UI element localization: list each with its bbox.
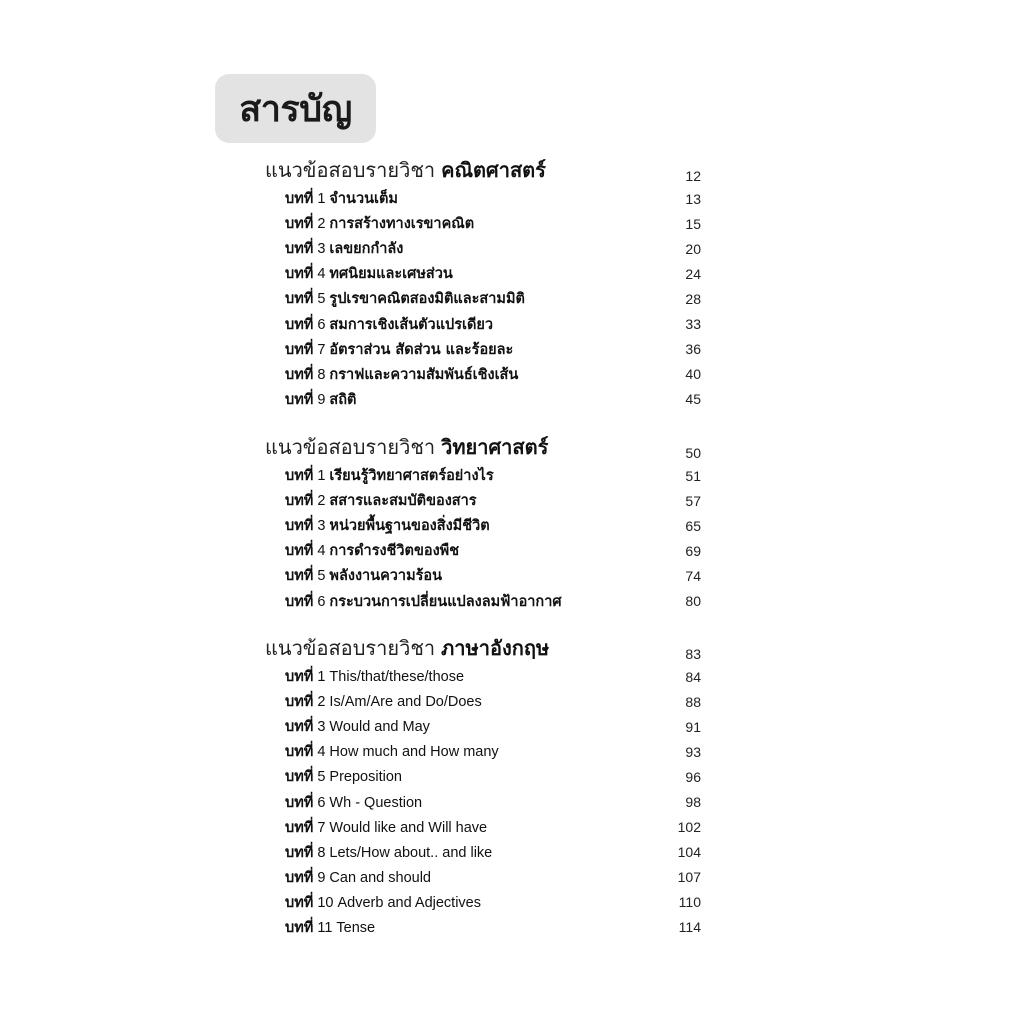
chapter-page-number: 110 — [678, 894, 701, 911]
chapter-name: This/that/these/those — [329, 669, 465, 686]
chapter-title — [285, 765, 402, 788]
chapter-title — [285, 539, 459, 562]
toc-entry — [265, 337, 701, 362]
chapter-label: บทที่ — [285, 391, 314, 408]
chapter-title — [285, 916, 375, 939]
chapter-page-number: 20 — [685, 240, 701, 257]
chapter-title — [285, 690, 482, 713]
toc-entry — [265, 714, 701, 739]
chapter-label: บทที่ — [285, 794, 314, 811]
chapter-page-number: 69 — [685, 542, 701, 559]
section-heading — [265, 435, 701, 463]
chapter-page-number: 104 — [677, 844, 701, 861]
chapter-number: 2 — [317, 493, 330, 510]
toc-entry — [265, 236, 701, 261]
chapter-number: 4 — [317, 543, 330, 560]
chapter-page-number: 80 — [685, 593, 701, 610]
toc-section — [265, 636, 701, 940]
chapter-number: 5 — [317, 291, 330, 308]
chapter-page-number: 114 — [678, 919, 701, 936]
chapter-number: 10 — [317, 894, 338, 911]
chapter-number: 4 — [317, 744, 330, 761]
chapter-name: การสร้างทางเรขาคณิต — [329, 216, 475, 233]
chapter-number: 3 — [317, 241, 330, 258]
chapter-title — [285, 514, 490, 537]
chapter-title — [285, 740, 499, 763]
chapter-name: เลขยกกำลัง — [329, 241, 404, 258]
toc-entry — [265, 865, 701, 890]
chapter-number: 5 — [317, 769, 330, 786]
toc-section — [265, 435, 701, 614]
chapter-label: บทที่ — [285, 719, 314, 736]
toc-entry — [265, 915, 701, 940]
chapter-number: 2 — [317, 694, 330, 711]
toc-entry — [265, 815, 701, 840]
chapter-page-number: 102 — [677, 819, 701, 836]
chapter-name: พลังงานความร้อน — [329, 568, 443, 585]
toc-entry — [265, 890, 701, 915]
chapter-label: บทที่ — [285, 769, 314, 786]
chapter-number: 1 — [317, 191, 330, 208]
chapter-label: บทที่ — [285, 216, 314, 233]
chapter-number: 3 — [317, 719, 330, 736]
section-subject: วิทยาศาสตร์ — [441, 435, 549, 459]
toc-entry — [265, 563, 701, 588]
chapter-label: บทที่ — [285, 543, 314, 560]
chapter-name: ทศนิยมและเศษส่วน — [329, 266, 453, 283]
chapter-label: บทที่ — [285, 669, 314, 686]
toc-entry — [265, 664, 701, 689]
chapter-label: บทที่ — [285, 468, 314, 485]
chapter-title — [285, 866, 431, 889]
chapter-number: 7 — [317, 341, 330, 358]
chapter-page-number: 96 — [685, 768, 701, 785]
chapter-title — [285, 237, 403, 260]
chapter-name: การดำรงชีวิตของพืช — [329, 543, 460, 560]
chapter-page-number: 51 — [685, 467, 701, 484]
chapter-label: บทที่ — [285, 819, 314, 836]
chapter-name: Would like and Will have — [329, 819, 488, 836]
section-prefix: แนวข้อสอบรายวิชา — [265, 435, 436, 459]
chapter-label: บทที่ — [285, 291, 314, 308]
chapter-number: 2 — [317, 216, 330, 233]
chapter-number: 1 — [317, 669, 330, 686]
chapter-number: 6 — [317, 316, 330, 333]
chapter-page-number: 40 — [685, 366, 701, 383]
chapter-name: เรียนรู้วิทยาศาสตร์อย่างไร — [329, 468, 494, 485]
toc-entry — [265, 186, 701, 211]
toc-entry — [265, 311, 701, 336]
section-page-number: 83 — [685, 646, 701, 662]
chapter-label: บทที่ — [285, 919, 314, 936]
chapter-page-number: 45 — [685, 391, 701, 408]
section-label — [265, 632, 549, 664]
chapter-title — [285, 665, 464, 688]
chapter-name: อัตราส่วน สัดส่วน และร้อยละ — [329, 341, 514, 358]
chapter-page-number: 107 — [677, 869, 701, 886]
chapter-title — [285, 841, 492, 864]
toc-entry — [265, 840, 701, 865]
chapter-label: บทที่ — [285, 744, 314, 761]
chapter-name: หน่วยพื้นฐานของสิ่งมีชีวิต — [329, 518, 490, 535]
chapter-name: Can and should — [329, 869, 431, 886]
toc-entry — [265, 588, 701, 613]
chapter-number: 9 — [317, 391, 330, 408]
chapter-label: บทที่ — [285, 493, 314, 510]
toc-section — [265, 158, 701, 412]
chapter-page-number: 93 — [685, 743, 701, 760]
toc-entry — [265, 463, 701, 488]
toc-entry — [265, 538, 701, 563]
chapter-page-number: 33 — [685, 316, 701, 333]
section-heading — [265, 636, 701, 664]
toc-entry — [265, 261, 701, 286]
chapter-number: 4 — [317, 266, 330, 283]
section-subject: ภาษาอังกฤษ — [441, 636, 550, 660]
chapter-page-number: 15 — [685, 215, 701, 232]
chapter-title — [285, 816, 487, 839]
chapter-title — [285, 212, 474, 235]
chapter-label: บทที่ — [285, 844, 314, 861]
chapter-label: บทที่ — [285, 694, 314, 711]
chapter-label: บทที่ — [285, 568, 314, 585]
toc-entry — [265, 211, 701, 236]
chapter-name: สมการเชิงเส้นตัวแปรเดียว — [329, 316, 494, 333]
chapter-page-number: 74 — [685, 567, 701, 584]
chapter-name: How much and How many — [329, 744, 499, 761]
toc-entry — [265, 789, 701, 814]
chapter-title — [285, 313, 493, 336]
chapter-page-number: 24 — [685, 265, 701, 282]
chapter-label: บทที่ — [285, 266, 314, 283]
chapter-title — [285, 287, 525, 310]
section-prefix: แนวข้อสอบรายวิชา — [265, 158, 436, 182]
chapter-number: 8 — [317, 844, 330, 861]
chapter-title — [285, 464, 494, 487]
chapter-title — [285, 715, 430, 738]
chapter-number: 8 — [317, 366, 330, 383]
toc-entry — [265, 387, 701, 412]
chapter-name: Lets/How about.. and like — [329, 844, 493, 861]
chapter-title — [285, 388, 356, 411]
section-page-number: 50 — [685, 445, 701, 461]
chapter-title — [285, 891, 481, 914]
chapter-name: Wh - Question — [329, 794, 423, 811]
chapter-title — [285, 262, 453, 285]
chapter-page-number: 98 — [685, 794, 701, 811]
chapter-title — [285, 791, 422, 814]
section-label — [265, 431, 548, 463]
section-label — [265, 154, 546, 186]
chapter-number: 6 — [317, 794, 330, 811]
chapter-page-number: 28 — [685, 290, 701, 307]
chapter-name: Is/Am/Are and Do/Does — [329, 694, 482, 711]
chapter-label: บทที่ — [285, 191, 314, 208]
toc-entry — [265, 764, 701, 789]
chapter-label: บทที่ — [285, 341, 314, 358]
chapter-name: Tense — [336, 919, 376, 936]
section-page-number: 12 — [685, 168, 701, 184]
chapter-page-number: 13 — [685, 190, 701, 207]
chapter-name: สถิติ — [329, 391, 357, 408]
chapter-label: บทที่ — [285, 316, 314, 333]
section-heading — [265, 158, 701, 186]
toc-entry — [265, 689, 701, 714]
chapter-name: กระบวนการเปลี่ยนแปลงลมฟ้าอากาศ — [329, 593, 562, 610]
chapter-name: Would and May — [329, 719, 430, 736]
chapter-page-number: 84 — [685, 668, 701, 685]
chapter-page-number: 91 — [685, 718, 701, 735]
chapter-title — [285, 187, 398, 210]
chapter-label: บทที่ — [285, 241, 314, 258]
chapter-name: กราฟและความสัมพันธ์เชิงเส้น — [329, 366, 519, 383]
section-prefix: แนวข้อสอบรายวิชา — [265, 636, 436, 660]
chapter-label: บทที่ — [285, 593, 314, 610]
chapter-number: 6 — [317, 593, 330, 610]
chapter-page-number: 57 — [685, 492, 701, 509]
chapter-title — [285, 564, 442, 587]
chapter-page-number: 88 — [685, 693, 701, 710]
chapter-number: 1 — [317, 468, 330, 485]
chapter-label: บทที่ — [285, 869, 314, 886]
chapter-label: บทที่ — [285, 894, 314, 911]
chapter-number: 3 — [317, 518, 330, 535]
chapter-number: 11 — [317, 919, 337, 936]
toc-entry — [265, 488, 701, 513]
toc-entry — [265, 286, 701, 311]
chapter-name: Preposition — [329, 769, 402, 786]
chapter-name: สสารและสมบัติของสาร — [329, 493, 477, 510]
chapter-title — [285, 363, 518, 386]
chapter-page-number: 65 — [685, 517, 701, 534]
chapter-title — [285, 489, 477, 512]
chapter-number: 5 — [317, 568, 330, 585]
chapter-page-number: 36 — [685, 341, 701, 358]
chapter-number: 9 — [317, 869, 330, 886]
chapter-label: บทที่ — [285, 366, 314, 383]
section-subject: คณิตศาสตร์ — [441, 158, 546, 182]
chapter-label: บทที่ — [285, 518, 314, 535]
chapter-name: จำนวนเต็ม — [329, 191, 398, 208]
toc-entry — [265, 739, 701, 764]
chapter-name: รูปเรขาคณิตสองมิติและสามมิติ — [329, 291, 525, 308]
toc-entry — [265, 362, 701, 387]
chapter-title — [285, 338, 513, 361]
chapter-number: 7 — [317, 819, 330, 836]
chapter-title — [285, 590, 562, 613]
chapter-name: Adverb and Adjectives — [337, 894, 481, 911]
toc-entry — [265, 513, 701, 538]
page-title: สารบัญ — [239, 89, 352, 130]
